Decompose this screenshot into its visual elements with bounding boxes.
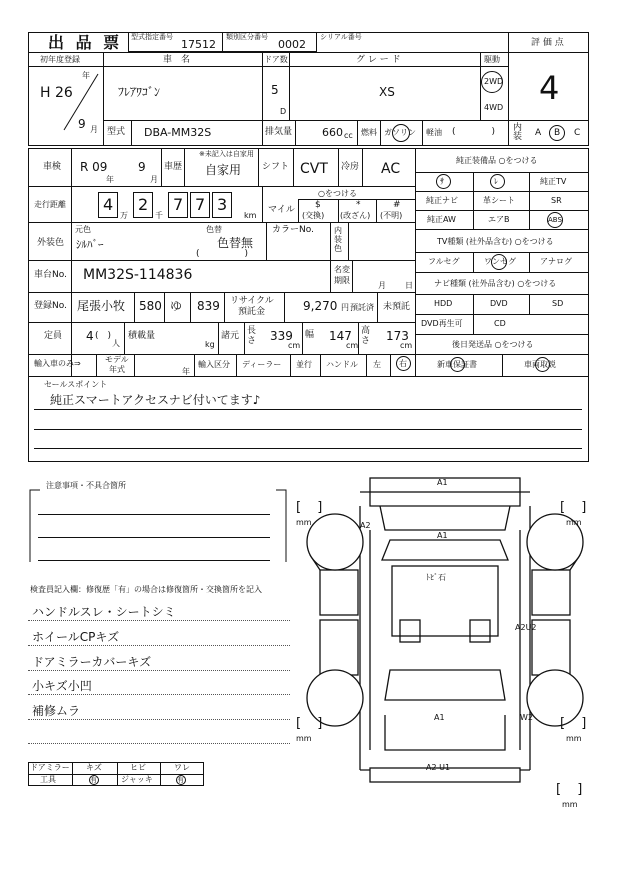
chassis-label: 車台No. bbox=[34, 270, 67, 280]
color-tone-label: 色替 bbox=[206, 225, 222, 234]
fuel-other: ( ) bbox=[452, 127, 496, 137]
cc-value: 660 bbox=[322, 126, 343, 139]
type-value: DBA-MM32S bbox=[144, 126, 212, 139]
recycle-label-1: リサイクル bbox=[230, 296, 274, 306]
mm-unit: mm bbox=[566, 734, 582, 743]
interior-b: B bbox=[554, 128, 561, 138]
diagram-label-front-bumper: A1 bbox=[437, 478, 448, 487]
divider bbox=[295, 120, 296, 146]
divider bbox=[330, 260, 331, 292]
divider bbox=[134, 292, 135, 322]
reg-year-value: H 26 bbox=[40, 85, 73, 101]
divider bbox=[529, 172, 530, 229]
divider bbox=[415, 191, 589, 192]
shift-label: シフト bbox=[262, 162, 290, 172]
color-orig-value: ｼﾙﾊﾞｰ bbox=[76, 238, 104, 251]
reg-year-nen: 年 bbox=[82, 71, 90, 80]
divider bbox=[28, 354, 415, 355]
grade-value: XS bbox=[379, 85, 395, 99]
registration-class: 580 bbox=[139, 299, 162, 313]
cc-unit: cc bbox=[344, 131, 353, 140]
ruled-line bbox=[28, 719, 290, 720]
width-label: 幅 bbox=[305, 330, 315, 340]
interior-color-label: 内装色 bbox=[334, 226, 342, 253]
divider bbox=[473, 172, 474, 229]
divider bbox=[103, 66, 508, 67]
recycle-value: 9,270 bbox=[303, 299, 338, 313]
divider bbox=[236, 354, 237, 376]
registration-number: 839 bbox=[197, 299, 220, 313]
fuel-label: 燃料 bbox=[361, 128, 377, 137]
navi-cd: CD bbox=[494, 319, 506, 328]
divider bbox=[28, 52, 509, 53]
model-cert-label: 型式指定番号 bbox=[131, 33, 173, 41]
divider bbox=[415, 272, 589, 273]
equipment-title: 純正装備品 ○をつける bbox=[456, 156, 538, 165]
renamed-hi: 日 bbox=[405, 281, 413, 290]
ruled-line bbox=[34, 448, 582, 449]
diagram-label-roof: ﾄﾋﾞ石 bbox=[426, 573, 446, 582]
mm-unit: mm bbox=[566, 518, 582, 527]
drive-2wd: 2WD bbox=[484, 77, 504, 86]
mileage-unknown-label: (不明) bbox=[380, 211, 403, 220]
tv-analog: アナログ bbox=[540, 257, 572, 266]
divider bbox=[28, 322, 415, 323]
divider bbox=[366, 354, 367, 376]
history-label: 車歴 bbox=[164, 162, 183, 172]
mileage-man: 万 bbox=[120, 211, 128, 220]
reg-month-value: 9 bbox=[78, 117, 86, 131]
diagram-label-front-left: A2 bbox=[360, 521, 371, 530]
tools-tools: 工具 bbox=[40, 775, 56, 784]
page-title: 出 品 票 bbox=[48, 33, 123, 52]
mileage-swap: $ bbox=[315, 200, 321, 210]
tools-break: ワレ bbox=[174, 763, 190, 772]
divider bbox=[422, 120, 423, 146]
divider bbox=[415, 252, 589, 253]
history-value: 自家用 bbox=[205, 163, 242, 177]
navi-dvd-play: DVD再生可 bbox=[421, 319, 463, 328]
interior-c: C bbox=[574, 128, 581, 138]
recycle-status: 預託済 bbox=[350, 303, 374, 312]
registration-label: 登録No. bbox=[34, 301, 67, 311]
chassis-value: MM32S-114836 bbox=[83, 267, 193, 283]
divider bbox=[357, 120, 358, 146]
import-label: 輸入車のみ⇒ bbox=[34, 359, 81, 368]
color-paren: ( ) bbox=[196, 249, 249, 259]
import-dealer: ディーラー bbox=[242, 360, 282, 369]
divider bbox=[28, 292, 415, 293]
recycle-unit: 円 bbox=[341, 303, 349, 312]
car-damage-diagram bbox=[290, 470, 600, 800]
import-class-label: 輸入区分 bbox=[198, 360, 230, 369]
divider bbox=[352, 260, 353, 292]
reg-month-tsuki: 月 bbox=[90, 125, 98, 134]
mm-bracket: [ ] bbox=[296, 500, 329, 515]
renamed-tsuki: 月 bbox=[378, 281, 386, 290]
mileage-digit-5: 3 bbox=[217, 195, 228, 214]
divider bbox=[161, 148, 162, 186]
mileage-sen: 千 bbox=[155, 211, 163, 220]
divider bbox=[298, 199, 299, 222]
inspection-label: 車検 bbox=[43, 162, 62, 172]
model-cert-number: 17512 bbox=[181, 38, 216, 51]
notes-bracket bbox=[26, 486, 290, 566]
tv-oneseg: ワンセグ bbox=[484, 257, 516, 266]
color-repaint-value: 色替無 bbox=[217, 236, 254, 250]
divider bbox=[194, 354, 195, 376]
ruled-line bbox=[28, 694, 290, 695]
tools-scratch: キズ bbox=[86, 763, 102, 772]
mileage-label: 走行距離 bbox=[34, 200, 66, 209]
diagram-label-right-side: A2U2 bbox=[515, 623, 537, 632]
divider bbox=[190, 292, 191, 322]
mm-unit: mm bbox=[562, 800, 578, 809]
post-title: 後日発送品 ○をつける bbox=[452, 340, 534, 349]
mileage-tamper-label: (改ざん) bbox=[340, 211, 371, 220]
mileage-mile: マイル bbox=[268, 205, 295, 215]
score-value: 4 bbox=[539, 69, 560, 107]
mileage-unknown: # bbox=[393, 200, 401, 210]
condition-note-5: 補修ムラ bbox=[32, 704, 81, 718]
diagram-label-rear-wheel: W2 bbox=[520, 713, 533, 722]
divider bbox=[184, 148, 185, 186]
tv-fullseg: フルセグ bbox=[428, 257, 460, 266]
divider bbox=[96, 354, 97, 376]
width-value: 147 bbox=[329, 329, 352, 343]
divider bbox=[117, 762, 118, 786]
condition-note-1: ハンドルスレ・シートシミ bbox=[32, 605, 176, 619]
doors-label: ドア数 bbox=[264, 55, 288, 64]
ruled-line bbox=[28, 620, 290, 621]
divider bbox=[330, 222, 331, 260]
divider bbox=[358, 322, 359, 354]
tools-tools-yes: 有 bbox=[90, 776, 97, 784]
divider bbox=[415, 334, 589, 335]
navi-dvd: DVD bbox=[490, 299, 508, 308]
equip-leather-seat: 革シート bbox=[483, 196, 515, 205]
score-label: 評 価 点 bbox=[531, 38, 564, 48]
inspection-nen: 年 bbox=[106, 175, 114, 184]
divider bbox=[415, 148, 416, 376]
equip-sr: SR bbox=[551, 196, 562, 205]
diagram-label-rear-bumper: A2 U1 bbox=[426, 763, 451, 772]
divider bbox=[473, 252, 474, 272]
inspection-tsuki: 月 bbox=[150, 175, 158, 184]
inspector-note: 検査員記入欄：修復歴「有」の場合は修復箇所・交換箇所を記入 bbox=[30, 585, 262, 594]
grade-label: グ レ ー ド bbox=[356, 55, 401, 65]
divider bbox=[28, 186, 415, 187]
serial-label: シリアル番号 bbox=[320, 33, 362, 41]
divider bbox=[415, 294, 589, 295]
renamed-label: 名変期限 bbox=[334, 265, 350, 285]
doors-suffix: D bbox=[280, 107, 287, 116]
model-year-nen: 年 bbox=[182, 367, 190, 376]
equip-airbag: エアB bbox=[488, 215, 510, 224]
divider bbox=[71, 148, 72, 376]
navi-title: ナビ種類 (社外品含む) ○をつける bbox=[434, 279, 557, 288]
divider bbox=[508, 32, 509, 146]
divider bbox=[362, 148, 363, 186]
height-cm: cm bbox=[400, 341, 413, 350]
capacity-value: 4 bbox=[86, 329, 94, 343]
sales-point-label: セールスポイント bbox=[44, 380, 108, 389]
ruled-line bbox=[28, 743, 290, 744]
mileage-digit-2: 2 bbox=[138, 195, 149, 214]
post-warranty: 新車保証書 bbox=[437, 360, 477, 369]
reg-year-label: 初年度登録 bbox=[40, 55, 80, 64]
divider bbox=[28, 376, 589, 377]
divider bbox=[224, 292, 225, 322]
equip-tv: 純正TV bbox=[540, 177, 567, 186]
divider bbox=[348, 222, 349, 260]
car-name-value: ﾌﾚｱﾜｺﾞﾝ bbox=[118, 85, 161, 99]
inspection-value: R 09 bbox=[80, 160, 108, 174]
registration-kana: ゆ bbox=[170, 299, 183, 313]
ruled-line bbox=[34, 409, 582, 410]
divider bbox=[131, 120, 132, 146]
type-label: 型式 bbox=[107, 127, 126, 137]
mm-bracket: [ ] bbox=[560, 716, 593, 731]
divider bbox=[529, 294, 530, 314]
divider bbox=[508, 120, 589, 121]
ruled-line bbox=[28, 645, 290, 646]
mileage-digit-3: 7 bbox=[173, 195, 184, 214]
divider bbox=[134, 354, 135, 376]
fuel-diesel: 軽油 bbox=[426, 128, 442, 137]
handle-label: ハンドル bbox=[326, 360, 358, 369]
mm-bracket: [ ] bbox=[556, 782, 589, 797]
ac-label: 冷房 bbox=[341, 162, 360, 172]
divider bbox=[72, 762, 73, 786]
divider bbox=[284, 292, 285, 322]
model-year-label-2: 年式 bbox=[109, 365, 125, 374]
ac-value: AC bbox=[381, 161, 401, 177]
divider bbox=[289, 52, 290, 120]
divider bbox=[415, 210, 589, 211]
mm-unit: mm bbox=[296, 518, 312, 527]
model-year-label-1: モデル bbox=[105, 355, 129, 364]
fuel-gasoline: ガソリン bbox=[384, 128, 416, 137]
post-manual: 車両取説 bbox=[524, 360, 556, 369]
doors-value: 5 bbox=[271, 83, 279, 97]
registration-area: 尾張小牧 bbox=[77, 299, 126, 313]
inspection-month: 9 bbox=[138, 160, 146, 174]
mileage-circle-note: ○をつける bbox=[318, 189, 357, 198]
diagram-label-rear: A1 bbox=[434, 713, 445, 722]
mileage-km: km bbox=[244, 211, 257, 220]
equip-navi: 純正ナビ bbox=[426, 196, 458, 205]
length-cm: cm bbox=[288, 341, 301, 350]
divider bbox=[290, 354, 291, 376]
condition-note-4: 小キズ小凹 bbox=[32, 679, 92, 693]
divider bbox=[508, 52, 589, 53]
ruled-line bbox=[38, 514, 270, 515]
divider bbox=[124, 322, 125, 354]
width-cm: cm bbox=[346, 341, 359, 350]
divider bbox=[415, 314, 589, 315]
divider bbox=[380, 120, 381, 146]
car-name-label: 車 名 bbox=[163, 55, 191, 65]
tools-jack: ジャッキ bbox=[121, 775, 153, 784]
divider bbox=[164, 292, 165, 322]
load-label: 積載量 bbox=[128, 331, 156, 341]
height-label: 高さ bbox=[361, 326, 371, 346]
capacity-unit: 人 bbox=[112, 339, 120, 348]
divider bbox=[218, 322, 219, 354]
history-note: ※未記入は自家用 bbox=[199, 150, 254, 158]
divider bbox=[262, 186, 263, 222]
interior-label: 内装 bbox=[513, 123, 523, 142]
mm-unit: mm bbox=[296, 734, 312, 743]
handle-right: 右 bbox=[399, 359, 407, 368]
ruled-line bbox=[38, 537, 270, 538]
divider bbox=[390, 354, 391, 376]
recycle-unpaid: 未預託 bbox=[383, 302, 411, 312]
interior-a: A bbox=[535, 128, 542, 138]
divider bbox=[293, 148, 294, 186]
drive-4wd: 4WD bbox=[484, 103, 504, 112]
divider bbox=[103, 120, 508, 121]
mm-bracket: [ ] bbox=[560, 500, 593, 515]
tools-mirror: ドアミラー bbox=[30, 763, 70, 772]
ruled-line bbox=[38, 560, 270, 561]
tools-jack-yes: 有 bbox=[177, 776, 184, 784]
height-value: 173 bbox=[386, 329, 409, 343]
divider bbox=[377, 292, 378, 322]
divider bbox=[28, 222, 415, 223]
divider bbox=[266, 222, 267, 260]
divider bbox=[302, 322, 303, 354]
divider bbox=[338, 148, 339, 186]
length-label: 長さ bbox=[247, 326, 257, 346]
navi-hdd: HDD bbox=[434, 299, 453, 308]
condition-note-3: ドアミラーカバーキズ bbox=[32, 655, 152, 669]
divider bbox=[415, 229, 589, 230]
length-value: 339 bbox=[270, 329, 293, 343]
tools-crack: ヒビ bbox=[130, 763, 146, 772]
sales-point-text: 純正スマートアクセスナビ付いてます♪ bbox=[50, 393, 261, 407]
import-parallel: 並行 bbox=[296, 360, 312, 369]
divider bbox=[338, 199, 339, 222]
load-kg: kg bbox=[205, 340, 215, 349]
divider bbox=[502, 354, 503, 376]
divider bbox=[244, 322, 245, 354]
drive-label: 駆動 bbox=[484, 55, 500, 64]
handle-left: 左 bbox=[373, 360, 381, 369]
divider bbox=[320, 354, 321, 376]
ruled-line bbox=[28, 670, 290, 671]
mileage-digit-4: 7 bbox=[195, 195, 206, 214]
dims-label: 諸元 bbox=[221, 331, 240, 341]
divider bbox=[415, 172, 589, 173]
divider bbox=[28, 66, 103, 67]
divider bbox=[28, 260, 415, 261]
recycle-label-2: 預託金 bbox=[238, 307, 266, 317]
mileage-tamper: * bbox=[356, 200, 361, 210]
equip-sunroof: ｻ bbox=[440, 177, 444, 186]
cc-label: 排気量 bbox=[265, 127, 293, 137]
diagram-label-hood: A1 bbox=[437, 531, 448, 540]
divider bbox=[529, 252, 530, 272]
class-number: 0002 bbox=[278, 38, 306, 51]
divider bbox=[258, 148, 259, 186]
equip-abs: ABS bbox=[548, 216, 562, 224]
ruled-line bbox=[34, 429, 582, 430]
mm-bracket: [ ] bbox=[296, 716, 329, 731]
tv-title: TV種類 (社外品含む) ○をつける bbox=[437, 237, 554, 246]
capacity-label: 定員 bbox=[44, 331, 63, 341]
divider bbox=[376, 199, 377, 222]
class-label: 類別区分番号 bbox=[226, 33, 268, 41]
condition-note-2: ホイールCPキズ bbox=[32, 630, 120, 644]
equip-aw: 純正AW bbox=[427, 215, 456, 224]
mileage-digit-1: 4 bbox=[103, 195, 114, 214]
color-no-label: カラーNo. bbox=[272, 225, 314, 235]
color-orig-label: 元色 bbox=[75, 225, 91, 234]
navi-sd: SD bbox=[552, 299, 564, 308]
divider bbox=[160, 762, 161, 786]
capacity-paren: ( ) bbox=[95, 331, 112, 341]
equip-leather: ﾚ bbox=[494, 177, 498, 186]
notes-label: 注意事項・不具合箇所 bbox=[46, 481, 126, 490]
shift-value: CVT bbox=[300, 161, 328, 177]
color-label: 外装色 bbox=[37, 238, 65, 248]
mileage-swap-label: (交換) bbox=[302, 211, 325, 220]
